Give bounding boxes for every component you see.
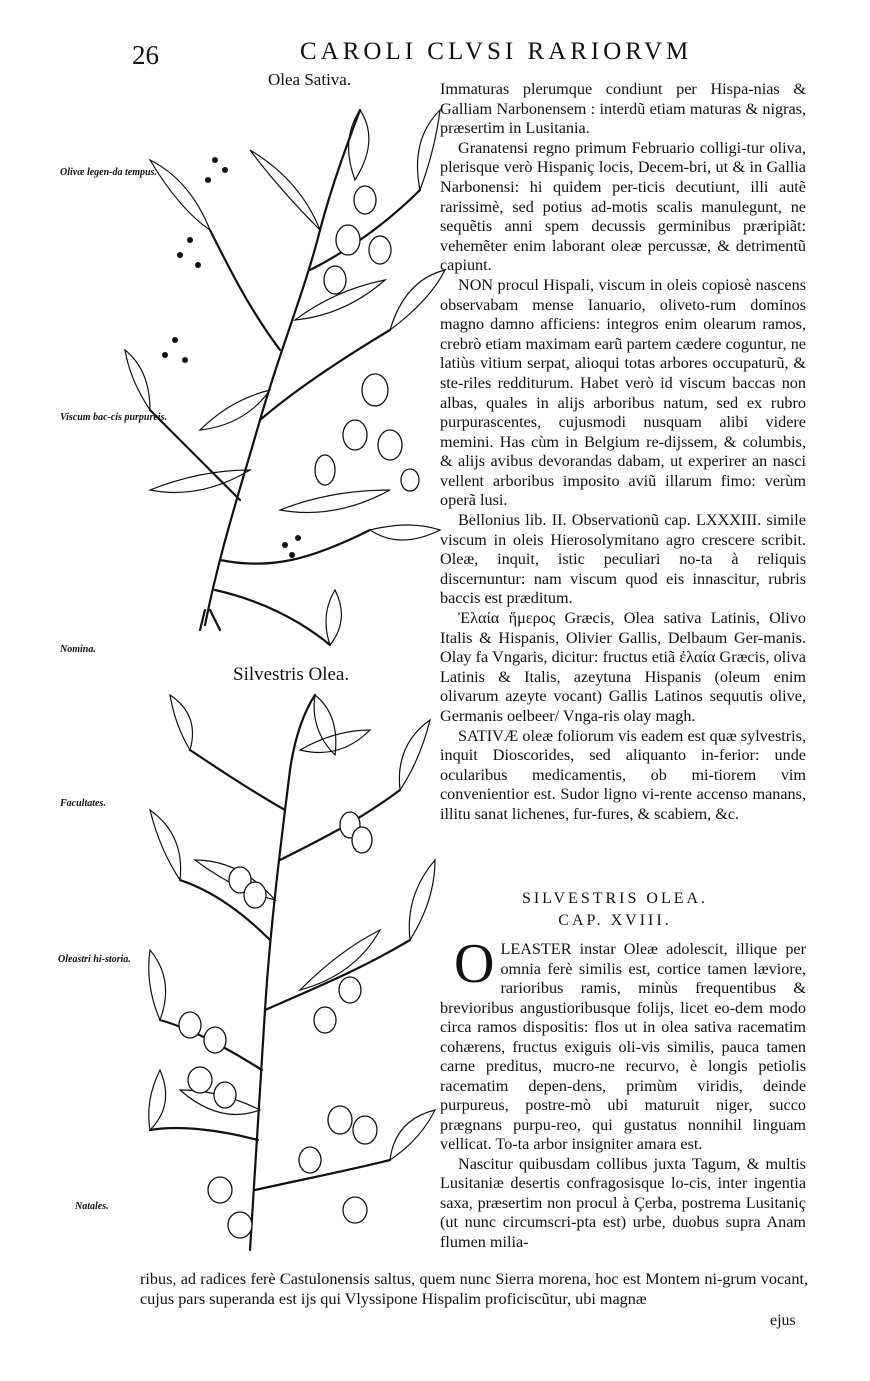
paragraph: Ἐλαία ἥμερος Græcis, Olea sativa Latinis, Olivo Italis & Hispanis, Olivier Gallis, Delbaum Ger-manis. Olay fa Vngaris, dicitur: fructus etiã ἐλαία Græcis, oliva Latinis & Italis, azeytuna Hispanis (oleum enim olivarum azeyte vocant) Gallis Latinos sequutis olive, Germanis oelbeer/ Vnga-ris olay magh. bbox=[440, 609, 806, 725]
margin-note-olivae: Olivæ legen-da tempus. bbox=[60, 167, 157, 178]
olea-sativa-illustration bbox=[120, 90, 450, 650]
figure-caption-silvestris: Silvestris Olea. bbox=[233, 664, 350, 685]
figure-caption-sativa: Olea Sativa. bbox=[268, 70, 352, 89]
margin-note-facultates: Facultates. bbox=[60, 798, 106, 809]
silvestris-olea-illustration bbox=[140, 690, 440, 1260]
running-title: CAROLI CLVSI RARIORVM bbox=[300, 38, 693, 65]
paragraph: SATIVÆ oleæ foliorum vis eadem est quæ sylvestris, inquit Dioscorides, sed aliquanto in-ferior: unde ocularibus medicamentis, ob mi-tiorem vim convenientior est. Sudor ligno vi-rente accenso manans, illitu sanat lichenes, fur-fures, & scabiem, &c. bbox=[440, 726, 806, 823]
margin-note-viscum: Viscum bac-cis purpureis. bbox=[60, 412, 167, 423]
chapter-heading bbox=[470, 888, 760, 932]
paragraph: Nascitur quibusdam collibus juxta Tagum, & multis Lusitaniæ desertis confragosisque lo-cis, inter ingentia saxa, præsertim non procul à Çerba, postrema Lusitaniç (ut nunc circumscri-pta est) urbe, duobus supra Anam flumen milia- bbox=[440, 1154, 806, 1251]
catchword: ejus bbox=[770, 1312, 796, 1329]
paragraph: Bellonius lib. II. Observationũ cap. LXXXIII. simile viscum in oleis Hierosolymitano agro crescere scribit. Oleæ, inquit, istic peculiari no-ta à reliquis discernuntur: nam viscum quod eis innascitur, rubris baccis est præditum. bbox=[440, 511, 806, 608]
paragraph: LEASTER instar Oleæ adolescit, illique per omnia ferè similis est, cortice tamen læviore, rarioribus ramis, minùs frequentibus & brevioribus angustioribusque folijs, licet eo-dem modo circa ramos dispositis: flos ut in olea sativa racematim cohærens, fructus exiguis oli-vis similis, pauca tamen carne preditus, mucro-ne recurvo, è longis petiolis racematim depen-dens, primùm viridis, deinde purpureus, postre-mò ubi maturuit niger, succo prægnans purpu-reo, qui gustatus nonnihil linguam vellicat. To-ta arbor insigniter amara est. bbox=[440, 940, 806, 1153]
paragraph: Granatensi regno primum Februario colligi-tur oliva, plerisque verò Hispaniç locis, Decem-bri, ut & in Gallia Narbonensi: hi quidem per-ticis decutiunt, illi autẽ rarissimè, sed potius ad-motis scalis manulegunt, ne sequẽtis anni spem decussis germinibus præripiãt: vehemẽter enim laborant oleæ percussæ, & detrimentũ capiunt. bbox=[440, 138, 806, 275]
chapter-number: CAP. XVIII. bbox=[558, 912, 672, 929]
margin-note-natales: Natales. bbox=[75, 1201, 109, 1212]
margin-note-nomina: Nomina. bbox=[60, 644, 96, 655]
chapter-title: SILVESTRIS OLEA. bbox=[521, 890, 709, 907]
paragraph: Immaturas plerumque condiunt per Hispa-nias & Galliam Narbonensem : interdũ etiam maturas & nigras, præsertim in Lusitania. bbox=[440, 80, 806, 138]
drop-cap: O bbox=[454, 933, 495, 995]
chapter-body bbox=[440, 933, 806, 1252]
margin-note-oleastri: Oleastri hi-storia. bbox=[58, 954, 131, 965]
paragraph: NON procul Hispali, viscum in oleis copiosè nascens observabam mense Ianuario, oliveto-rum dominos magno damno afficiens: integros enim olearum ramos, crebrò etiam maximam earũ partem cædere coguntur, ne latiùs vitium serpat, alioqui totas arbores occupaturũ, & ste-riles redditurum. Habet verò id viscum baccas non albas, quales in alijs arboribus natum, sed ex rubro purpurascentes, cujusmodi nusquam alibi videre memini. Has cùm in Belgium re-dijssem, & columbis, & alijs avibus devorandas dabam, ut experirer an nasci vellent arboribus imposito aviũ illarum fimo: verùm operã lusi. bbox=[440, 275, 806, 510]
full-width-text: ribus, ad radices ferè Castulonensis saltus, quem nunc Sierra morena, hoc est Montem ni-grum vocant, cujus pars superanda est ijs qui Vlyssipone Hispalim proficiscũtur, ubi magnæ bbox=[140, 1270, 808, 1308]
body-column bbox=[440, 80, 806, 825]
page-number: 26 bbox=[132, 40, 159, 70]
